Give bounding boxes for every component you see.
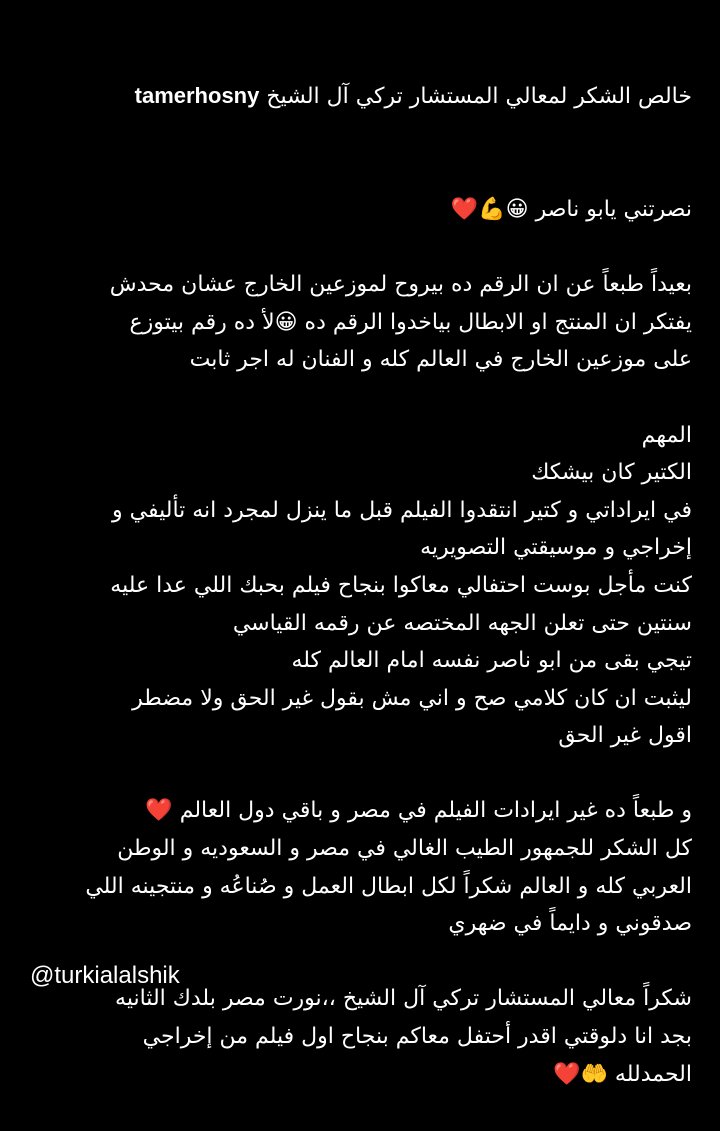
caption-line: اقول غير الحق — [558, 723, 692, 749]
caption-blank-line — [20, 229, 692, 267]
caption-line: نصرتني يابو ناصر 😀💪❤️ — [450, 196, 692, 222]
caption-line: يفتكر ان المنتج او الابطال بياخدوا الرقم ده 😀لأ ده رقم بيتوزع — [129, 309, 692, 335]
caption-first-line-text: خالص الشكر لمعالي المستشار تركي آل الشيخ — [266, 84, 692, 110]
caption-first-line — [20, 77, 692, 116]
caption-line: على موزعين الخارج في العالم كله و الفنان له اجر ثابت — [189, 347, 692, 373]
caption-line: الحمدلله 🤲❤️ — [553, 1061, 692, 1087]
caption-line: كل الشكر للجمهور الطيب الغالي في مصر و السعوديه و الوطن — [117, 836, 692, 862]
caption-line: و طبعاً ده غير ايرادات الفيلم في مصر و باقي دول العالم ❤️ — [145, 798, 692, 824]
caption-line: في ايراداتي و كتير انتقدوا الفيلم قبل ما ينزل لمجرد انه تأليفي و — [112, 497, 692, 523]
caption-line: شكراً معالي المستشار تركي آل الشيخ ،،نورت مصر بلدك الثانيه — [115, 986, 692, 1012]
caption-line: تيجي بقى من ابو ناصر نفسه امام العالم كله — [291, 648, 692, 674]
caption-line: ليثبت ان كان كلامي صح و اني مش بقول غير الحق ولا مضطر — [132, 685, 692, 711]
caption-line: بعيداً طبعاً عن ان الرقم ده بيروح لموزعين الخارج عشان محدش — [109, 272, 692, 298]
mention-link[interactable]: @turkialalshik — [30, 962, 180, 989]
username[interactable]: tamerhosny — [134, 83, 260, 109]
caption-blank-line — [20, 379, 692, 417]
caption-line: الكتير كان بيشكك — [531, 460, 692, 486]
caption-line: بجد انا دلوقتي اقدر أحتفل معاكم بنجاح اول فيلم من إخراجي — [142, 1024, 692, 1050]
caption-line: إخراجي و موسيقتي التصويريه — [420, 535, 692, 561]
caption-line: سنتين حتى تعلن الجهه المختصه عن رقمه القياسي — [232, 610, 692, 636]
caption-line: العربي كله و العالم شكراً لكل ابطال العمل و صُناعُه و منتجينه اللي — [85, 873, 692, 899]
caption-line: كنت مأجل بوست احتفالي معاكوا بنجاح فيلم بحبك اللي عدا عليه — [110, 572, 692, 598]
caption-blank-line — [20, 755, 692, 793]
caption-line: صدقوني و دايماً في ضهري — [448, 911, 692, 937]
caption-line: المهم — [641, 422, 692, 448]
caption-body — [20, 191, 692, 1093]
